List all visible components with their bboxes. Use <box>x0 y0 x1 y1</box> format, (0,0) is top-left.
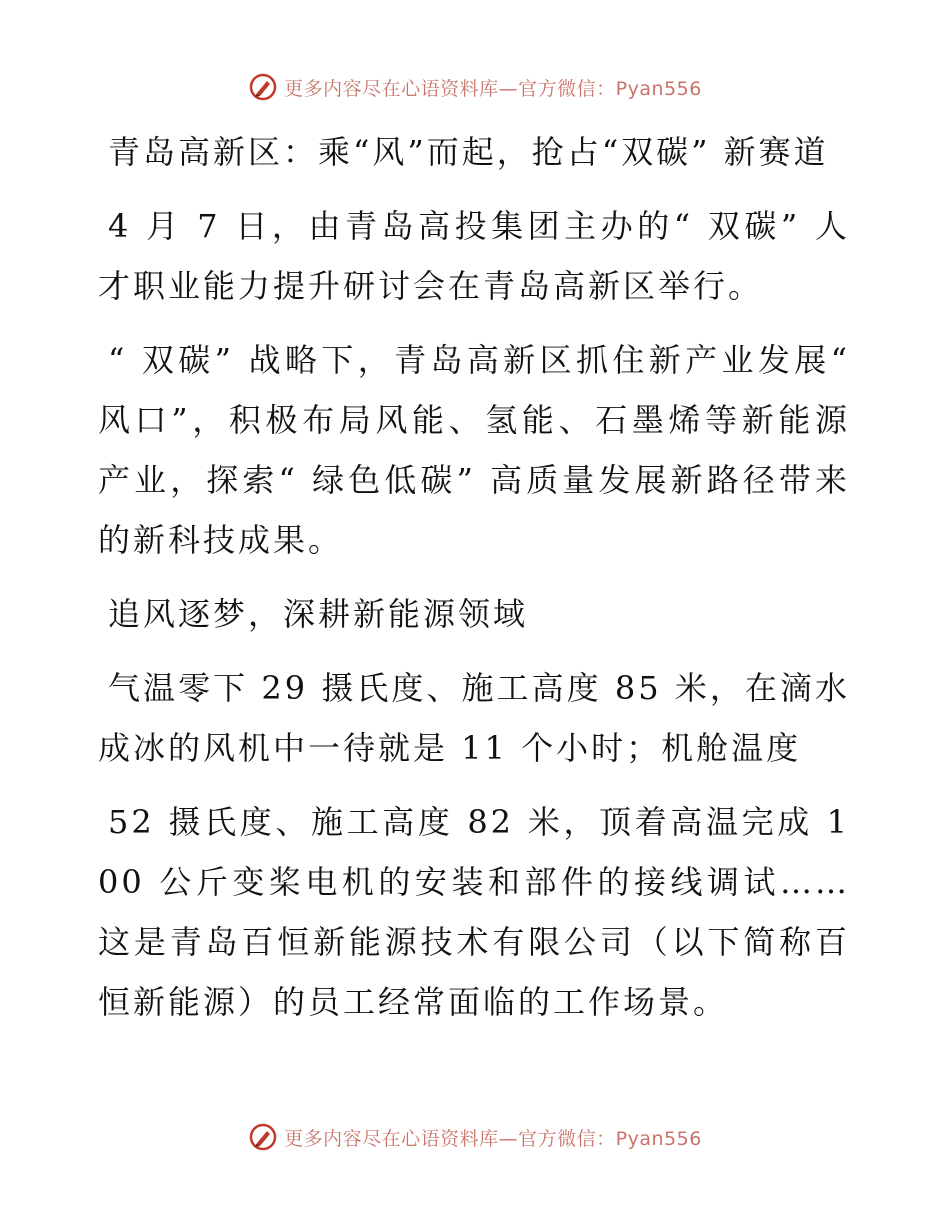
article-title: 青岛高新区：乘“风”而起，抢占“双碳” 新赛道 <box>108 133 829 171</box>
paragraph: “ 双碳” 战略下，青岛高新区抓住新产业发展“ 风口”，积极布局风能、氢能、石墨烯等新能源产业，探索“ 绿色低碳” 高质量发展新路径带来的新科技成果。 <box>98 341 850 559</box>
watermark-text: 更多内容尽在心语资料库—官方微信：Pyan556 <box>284 77 702 100</box>
paragraph: 52 摄氏度、施工高度 82 米，顶着高温完成 100 公斤变桨电机的安装和部件的接线调试……这是青岛百恒新能源技术有限公司（以下简称百恒新能源）的员工经常面临的工作场景。 <box>98 803 850 1021</box>
section-heading: 追风逐梦，深耕新能源领域 <box>108 595 529 633</box>
paragraph: 气温零下 29 摄氏度、施工高度 85 米，在滴水成冰的风机中一待就是 11 个小时；机舱温度 <box>98 669 850 767</box>
pen-logo-icon <box>248 1122 278 1152</box>
paragraph: 4 月 7 日，由青岛高投集团主办的“ 双碳” 人才职业能力提升研讨会在青岛高新区举行。 <box>98 207 850 305</box>
footer-watermark <box>0 1122 950 1152</box>
header-watermark <box>0 72 950 102</box>
watermark-text: 更多内容尽在心语资料库—官方微信：Pyan556 <box>284 1127 702 1150</box>
document-body <box>98 122 850 1046</box>
pen-logo-icon <box>248 72 278 102</box>
